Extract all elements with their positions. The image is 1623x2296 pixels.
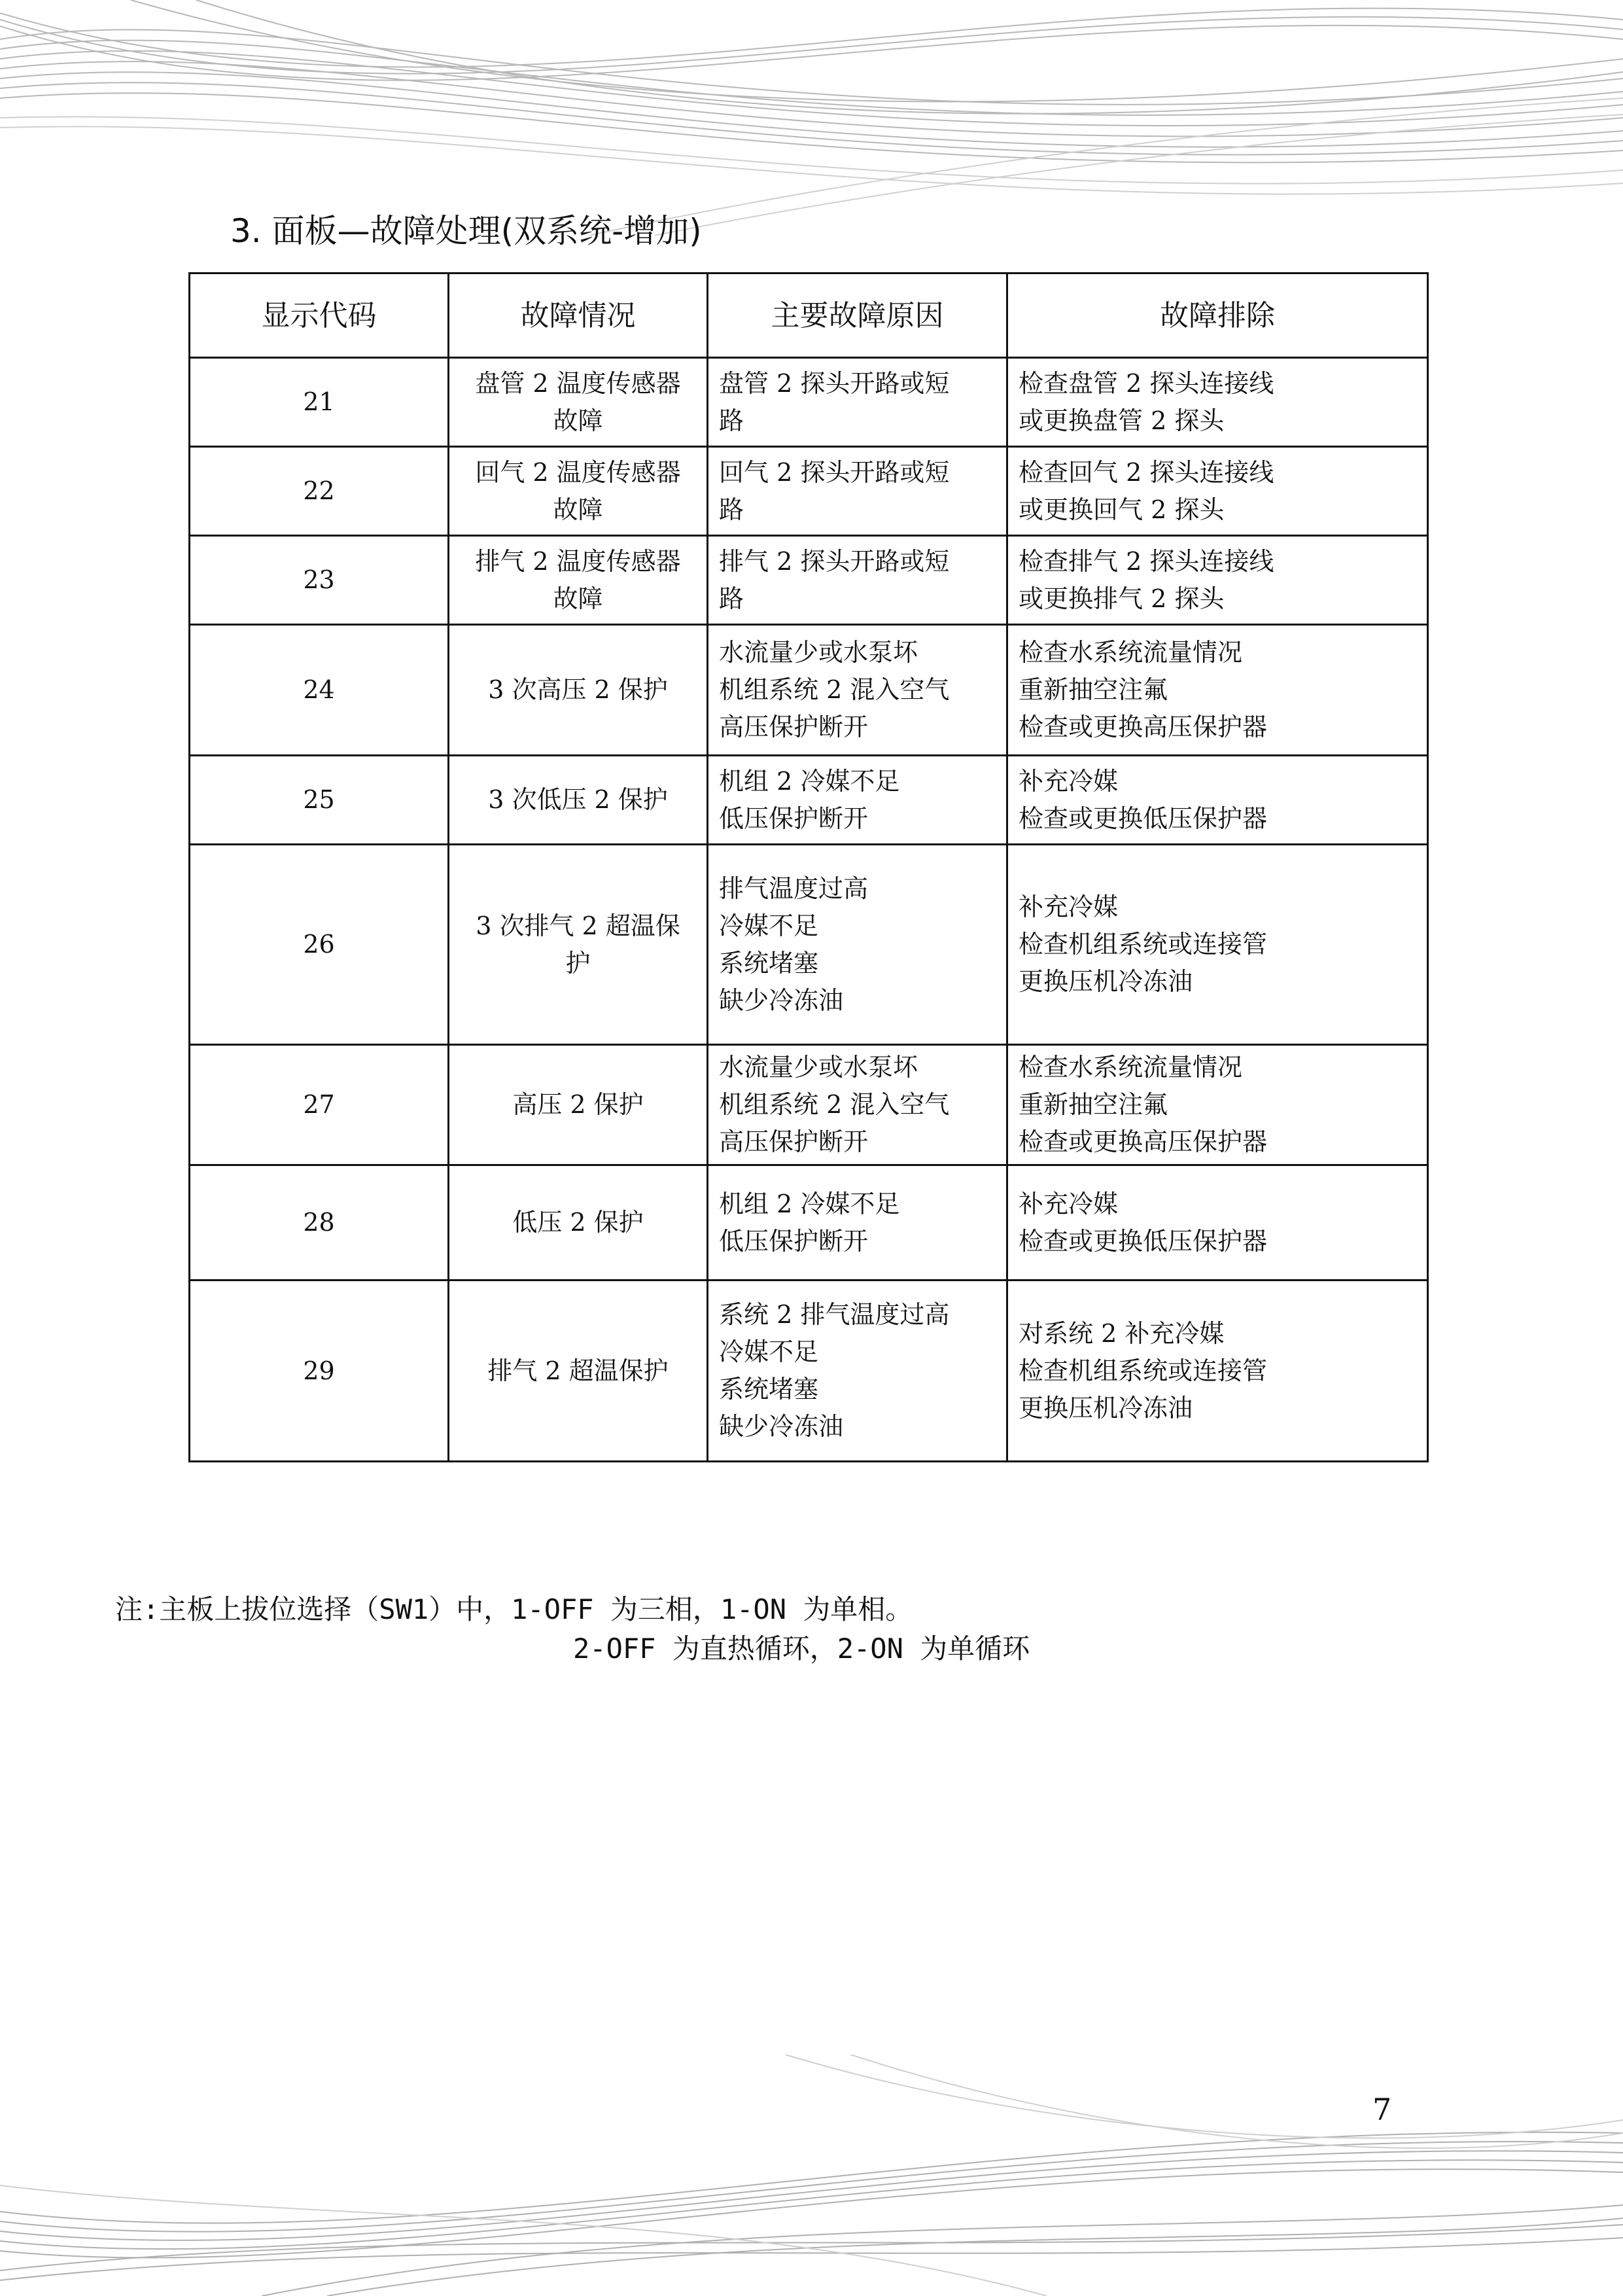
cell-situation — [449, 1045, 708, 1165]
cell-code: 26 — [190, 845, 449, 1045]
cell-cause — [708, 1165, 1007, 1280]
cell-fix — [1007, 845, 1428, 1045]
cell-text: 机组系统 2 混入空气 — [719, 1090, 950, 1119]
table-row — [190, 447, 1428, 536]
cell-text: 检查水系统流量情况 — [1019, 638, 1243, 667]
cell-text: 高压保护断开 — [719, 1127, 869, 1156]
cell-text: 故障 — [553, 406, 603, 435]
cell-code: 21 — [190, 358, 449, 447]
cell-text: 盘管 2 温度传感器 — [475, 368, 681, 398]
note-line-2: 2-OFF 为直热循环，2-ON 为单循环 — [573, 1633, 1030, 1665]
cell-text: 更换压机冷冻油 — [1019, 1393, 1193, 1422]
cell-cause — [708, 1045, 1007, 1165]
cell-text: 补充冷媒 — [1019, 892, 1119, 921]
cell-text: 重新抽空注氟 — [1019, 675, 1168, 704]
cell-cause — [708, 845, 1007, 1045]
cell-text: 检查或更换高压保护器 — [1019, 713, 1268, 741]
top-wave-decoration — [0, 0, 1623, 236]
header-fix: 故障排除 — [1007, 274, 1428, 358]
cell-text: 排气 2 温度传感器 — [475, 546, 681, 576]
cell-text: 检查排气 2 探头连接线 — [1019, 546, 1274, 576]
cell-text: 检查机组系统或连接管 — [1019, 930, 1268, 959]
cell-text: 或更换排气 2 探头 — [1019, 584, 1225, 613]
cell-text: 故障 — [553, 495, 603, 524]
fault-table — [188, 272, 1429, 1462]
cell-situation — [449, 1280, 708, 1462]
cell-text: 回气 2 探头开路或短 — [719, 457, 950, 487]
cell-text: 路 — [719, 495, 744, 524]
cell-text: 检查回气 2 探头连接线 — [1019, 457, 1274, 487]
cell-situation — [449, 756, 708, 845]
cell-text: 或更换盘管 2 探头 — [1019, 406, 1225, 435]
dip-switch-note — [115, 1590, 1030, 1669]
note-line-1: 注:主板上拔位选择（SW1）中，1-OFF 为三相，1-ON 为单相。 — [115, 1593, 913, 1625]
cell-code: 27 — [190, 1045, 449, 1165]
header-situation: 故障情况 — [449, 274, 708, 358]
cell-text: 高压 2 保护 — [512, 1090, 644, 1119]
cell-cause — [708, 447, 1007, 536]
cell-text: 检查机组系统或连接管 — [1019, 1356, 1268, 1385]
cell-text: 系统堵塞 — [719, 1375, 819, 1404]
table-row — [190, 1280, 1428, 1462]
cell-text: 补充冷媒 — [1019, 1189, 1119, 1218]
cell-text: 低压 2 保护 — [512, 1208, 644, 1237]
cell-text: 护 — [565, 948, 591, 978]
cell-text: 路 — [719, 584, 744, 613]
cell-text: 低压保护断开 — [719, 804, 869, 833]
table-row — [190, 536, 1428, 625]
cell-cause — [708, 536, 1007, 625]
cell-fix — [1007, 756, 1428, 845]
cell-text: 回气 2 温度传感器 — [475, 457, 681, 487]
cell-text: 补充冷媒 — [1019, 766, 1119, 796]
cell-text: 检查盘管 2 探头连接线 — [1019, 368, 1274, 398]
table-row — [190, 756, 1428, 845]
cell-situation — [449, 1165, 708, 1280]
cell-text: 对系统 2 补充冷媒 — [1019, 1318, 1225, 1348]
cell-text: 路 — [719, 406, 744, 435]
header-code: 显示代码 — [190, 274, 449, 358]
cell-text: 排气 2 探头开路或短 — [719, 546, 950, 576]
cell-code: 24 — [190, 625, 449, 756]
cell-text: 机组 2 冷媒不足 — [719, 766, 900, 796]
table-header-row — [190, 274, 1428, 358]
cell-code: 29 — [190, 1280, 449, 1462]
cell-fix — [1007, 625, 1428, 756]
cell-text: 故障 — [553, 584, 603, 613]
cell-situation — [449, 536, 708, 625]
cell-text: 低压保护断开 — [719, 1226, 869, 1256]
cell-code: 22 — [190, 447, 449, 536]
cell-text: 排气温度过高 — [719, 874, 869, 903]
cell-situation — [449, 447, 708, 536]
cell-text: 检查水系统流量情况 — [1019, 1053, 1243, 1082]
cell-code: 25 — [190, 756, 449, 845]
cell-fix — [1007, 358, 1428, 447]
cell-cause — [708, 756, 1007, 845]
cell-fix — [1007, 1280, 1428, 1462]
cell-text: 排气 2 超温保护 — [487, 1356, 669, 1385]
table-row — [190, 1045, 1428, 1165]
cell-fix — [1007, 1165, 1428, 1280]
cell-text: 机组系统 2 混入空气 — [719, 675, 950, 704]
cell-text: 高压保护断开 — [719, 713, 869, 741]
cell-text: 冷媒不足 — [719, 1337, 819, 1366]
bottom-wave-decoration — [0, 2055, 1623, 2296]
section-title: 3. 面板—故障处理(双系统-增加) — [230, 212, 702, 250]
table-row — [190, 625, 1428, 756]
cell-text: 检查或更换低压保护器 — [1019, 1226, 1268, 1256]
cell-cause — [708, 625, 1007, 756]
cell-situation — [449, 625, 708, 756]
cell-text: 或更换回气 2 探头 — [1019, 495, 1225, 524]
cell-text: 更换压机冷冻油 — [1019, 967, 1193, 996]
cell-text: 系统堵塞 — [719, 948, 819, 978]
table-row — [190, 845, 1428, 1045]
table-row — [190, 358, 1428, 447]
cell-text: 盘管 2 探头开路或短 — [719, 368, 950, 398]
cell-text: 冷媒不足 — [719, 911, 819, 940]
page-number: 7 — [1372, 2092, 1392, 2127]
cell-cause — [708, 358, 1007, 447]
cell-text: 检查或更换低压保护器 — [1019, 804, 1268, 833]
header-cause: 主要故障原因 — [708, 274, 1007, 358]
cell-code: 28 — [190, 1165, 449, 1280]
cell-text: 水流量少或水泵坏 — [719, 1053, 918, 1082]
cell-code: 23 — [190, 536, 449, 625]
cell-text: 检查或更换高压保护器 — [1019, 1127, 1268, 1156]
cell-text: 3 次排气 2 超温保 — [476, 911, 680, 940]
cell-text: 水流量少或水泵坏 — [719, 638, 918, 667]
cell-text: 3 次高压 2 保护 — [488, 675, 668, 704]
cell-text: 重新抽空注氟 — [1019, 1090, 1168, 1119]
cell-text: 缺少冷冻油 — [719, 1412, 844, 1441]
cell-situation — [449, 845, 708, 1045]
cell-fix — [1007, 1045, 1428, 1165]
cell-text: 系统 2 排气温度过高 — [719, 1300, 950, 1329]
cell-text: 3 次低压 2 保护 — [488, 785, 668, 814]
cell-fix — [1007, 536, 1428, 625]
cell-cause — [708, 1280, 1007, 1462]
cell-text: 缺少冷冻油 — [719, 985, 844, 1015]
cell-situation — [449, 358, 708, 447]
cell-fix — [1007, 447, 1428, 536]
cell-text: 机组 2 冷媒不足 — [719, 1189, 900, 1218]
table-row — [190, 1165, 1428, 1280]
